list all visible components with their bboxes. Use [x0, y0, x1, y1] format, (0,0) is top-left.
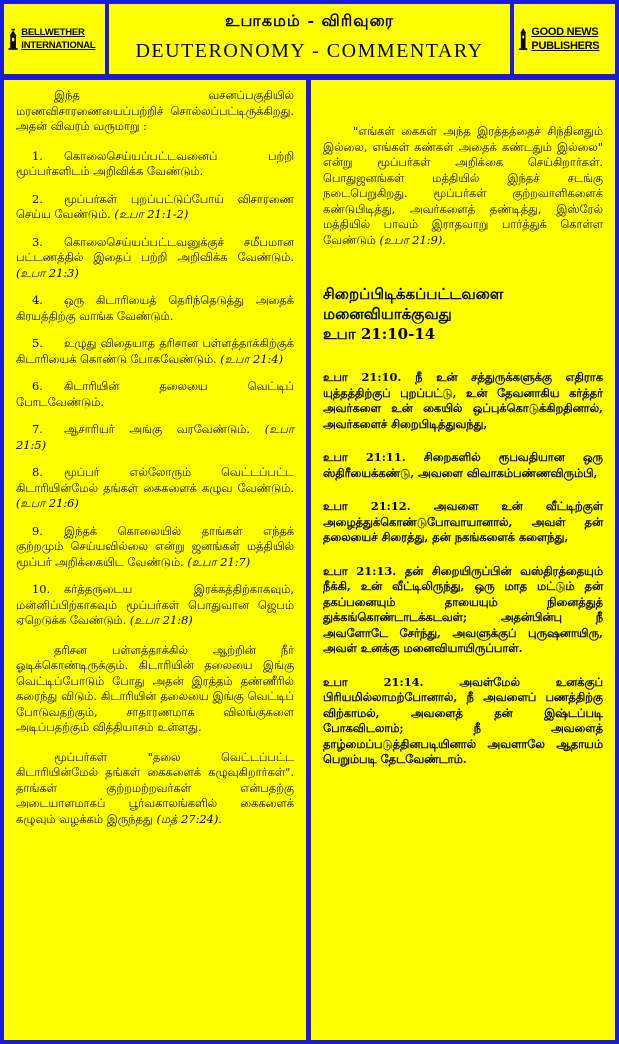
quote-paragraph	[323, 124, 603, 248]
list-item-number: 8.	[32, 465, 43, 479]
verse-paragraph: உபா 21:13. தன் சிறையிருப்பின் வஸ்திரத்தையும் நீக்கி, உன் வீட்டிலிருந்து, ஒரு மாத மட்டும் தன் தகப்பனையும் தாயையும் நினைத்துத் துக்கங்கொண்டாடக்கடவள்; அதன்பின்பு நீ அவளோடே சேர்ந்து, அவளுக்குப் புருஷனாயிரு, அவள் உனக்கு மனைவியாயிருப்பாள்.	[323, 563, 603, 655]
good-news-logo	[514, 4, 615, 74]
tower-icon	[518, 19, 528, 59]
verse-paragraph: உபா 21:10. நீ உன் சத்துருக்களுக்கு எதிராக யுத்தத்திற்குப் புறப்பட்டு, உன் தேவனாகிய கர்த்தர் அவர்களை உன் கையில் ஒப்புக்கொடுக்கிறதினால், அவர்களைச் சிறைபிடித்துவந்து,	[323, 370, 603, 431]
list-item-text: மூப்பர்கள் புறப்பட்டுப்போய் விசாரணை செய்ய வேண்டும்.	[16, 191, 294, 221]
list-item-reference: (உபா 21:1-2)	[114, 207, 189, 221]
list-item-text: கொலைசெய்யப்பட்டவனுக்குச் சமீபமான பட்டணத்தில் இதைப் பற்றி அறிவிக்க வேண்டும்.	[16, 234, 294, 264]
list-item-number: 5.	[32, 336, 43, 350]
page-header	[109, 4, 510, 74]
quote-reference: (உபா 21:9).	[379, 232, 446, 247]
list-item-number: 9.	[32, 523, 43, 538]
paragraph-2-reference: (மத் 27:24).	[156, 811, 222, 826]
section-heading	[323, 284, 603, 344]
commentary-paragraph-1: தரிசன பள்ளத்தாக்கில் ஆற்றின் நீர் ஓடிக்கொண்டிருக்கும். கிடாரியின் தலையை இங்கு வெட்டிப்போடும் போது அதன் இரத்தம் தண்ணீரில் கரைந்து விடும். கிடாரியின் தலையை இங்கு வெட்டிப் போடுவதற்கும், சாதாரணமாக விலங்குகளை அடிப்பதற்கும் வித்தியாசம் உள்ளது.	[16, 642, 294, 734]
list-item	[16, 235, 294, 282]
list-item-reference: (உபா 21:3)	[16, 265, 79, 280]
verse-paragraph: உபா 21:14. அவள்மேல் உனக்குப் பிரியமில்லாமற்போனால், நீ அவளைப் பணத்திற்கு விற்காமல், அவளைத் தன் இஷ்டப்படி போகவிடலாம்; நீ அவளைத் தாழ்மைப்படுத்தினபடியினால் அவளாலே ஆதாயம் பெறும்படி தேடவேண்டாம்.	[323, 674, 603, 766]
verses-list	[323, 370, 603, 768]
good-news-logo-text: GOOD NEWS PUBLISHERS	[531, 26, 600, 52]
list-item-text: ஆசாரியர் அங்கு வரவேண்டும்.	[64, 422, 251, 436]
bellwether-logo	[4, 4, 105, 74]
list-item	[16, 293, 294, 324]
verse-paragraph: உபா 21:11. சிறைகளில் ரூபவதியான ஒரு ஸ்திரீயைக்கண்டு, அவளை விவாகம்பண்ணவிரும்பி,	[323, 450, 603, 480]
list-item	[16, 149, 294, 180]
list-item	[16, 524, 294, 571]
list-item	[16, 379, 294, 410]
list-item	[16, 336, 294, 367]
list-item-reference: (உபா 21:4)	[220, 351, 284, 366]
bell-tower-icon	[8, 19, 18, 59]
list-item	[16, 582, 294, 629]
intro-paragraph: இந்த வசனப்பகுதியில் மரணவிசாரணையைப்பற்றிச் சொல்லப்பட்டிருக்கிறது. அதன் விவரம் வருமாறு :	[16, 88, 294, 133]
section-heading-line-2: மனைவியாக்குவது	[323, 305, 452, 323]
list-item-reference: (உபா 21:5)	[16, 422, 294, 452]
commentary-paragraph-2	[16, 750, 294, 828]
list-item-number: 10.	[32, 582, 51, 596]
list-item-number: 4.	[32, 293, 43, 307]
list-item-number: 3.	[32, 234, 43, 249]
list-item-text: இந்தக் கொலையில் தாங்கள் எந்தக் குற்றமும் செய்யவில்லை என்று ஜனங்கள் மத்தியில் மூப்பர் அறிக்கையிட வேண்டும்.	[16, 523, 294, 569]
list-item-number: 2.	[32, 191, 43, 206]
list-item-text: ஒரு கிடாரியைத் தெரிந்தெடுத்து அதைக் கிரயத்திற்கு வாங்க வேண்டும்.	[16, 293, 294, 323]
left-column	[4, 80, 306, 1040]
steps-list	[16, 149, 294, 629]
list-item	[16, 192, 294, 223]
section-heading-line-3: உபா 21:10-14	[323, 325, 436, 343]
list-item-number: 1.	[32, 148, 43, 163]
list-item-text: கொலைசெய்யப்பட்டவனைப் பற்றி மூப்பர்களிடம் அறிவிக்க வேண்டும்.	[16, 148, 294, 178]
list-item	[16, 465, 294, 512]
list-item-text: கர்த்தருடைய இரக்கத்திற்காகவும், மன்னிப்பிற்காகவும் மூப்பர்கள் பொதுவான ஜெபம் ஏறெடுக்க வேண்டும்.	[16, 582, 294, 627]
right-column	[311, 80, 615, 1040]
list-item-text: கிடாரியின் தலையை வெட்டிப் போடவேண்டும்.	[16, 379, 294, 409]
tamil-title: உபாகமம் - விரிவுரை	[225, 11, 394, 30]
list-item-text: மூப்பர் எல்லோரும் வெட்டப்பட்ட கிடாரியின்மேல் தங்கள் கைகளைக் கழுவ வேண்டும்.	[16, 465, 294, 495]
verse-paragraph: உபா 21:12. அவளை உன் வீட்டிற்குள் அழைத்துக்கொண்டுபோவாயானால், அவள் தன் தலையைச் சிரைத்து, தன் நகங்களைக் களைந்து,	[323, 499, 603, 544]
list-item	[16, 422, 294, 453]
english-title: DEUTERONOMY - COMMENTARY	[135, 40, 484, 62]
section-heading-line-1: சிறைப்பிடிக்கப்பட்டவளை	[323, 285, 504, 303]
bellwether-logo-text: BELLWETHER INTERNATIONAL	[21, 27, 96, 51]
paragraph-2-text: மூப்பர்கள் "தலை வெட்டப்பட்ட கிடாரியின்மேல் தங்கள் கைகளைக் கழுவுகிறார்கள்". தாங்கள் குற்றமற்றவர்கள் என்பதற்கு அடையாளமாகப் பூர்வகாலங்களில் கைகளைக் கழுவும் வழக்கம் இருந்தது	[16, 749, 294, 826]
list-item-number: 7.	[32, 422, 43, 436]
list-item-reference: (உபா 21:6)	[16, 496, 79, 510]
quote-text: "எங்கள் கைகள் அந்த இரத்தத்தைச் சிந்தினதும் இல்லை, எங்கள் கண்கள் அதைக் கண்டதும் இல்லை" என்று மூப்பர்கள் அறிக்கை செய்கிறார்கள். பொதுஜனங்கள் மத்தியில் இந்தச் சடங்கு நடைபெறுகிறது. மூப்பர்கள் குற்றவாளிகளைக் கண்டுபிடித்து, அவர்களைத் தண்டித்து, இஸ்ரேல் மத்தியில் பாவம் இராதவாறு பார்த்துக் கொள்ள வேண்டும்	[323, 124, 603, 247]
list-item-number: 6.	[32, 379, 43, 393]
list-item-reference: (உபா 21:7)	[187, 554, 251, 569]
list-item-text: உழுது விதையாத தரிசான பள்ளத்தாக்கிற்குக் கிடாரியைக் கொண்டு போகவேண்டும்.	[16, 336, 294, 366]
list-item-reference: (உபா 21:8)	[129, 613, 193, 627]
